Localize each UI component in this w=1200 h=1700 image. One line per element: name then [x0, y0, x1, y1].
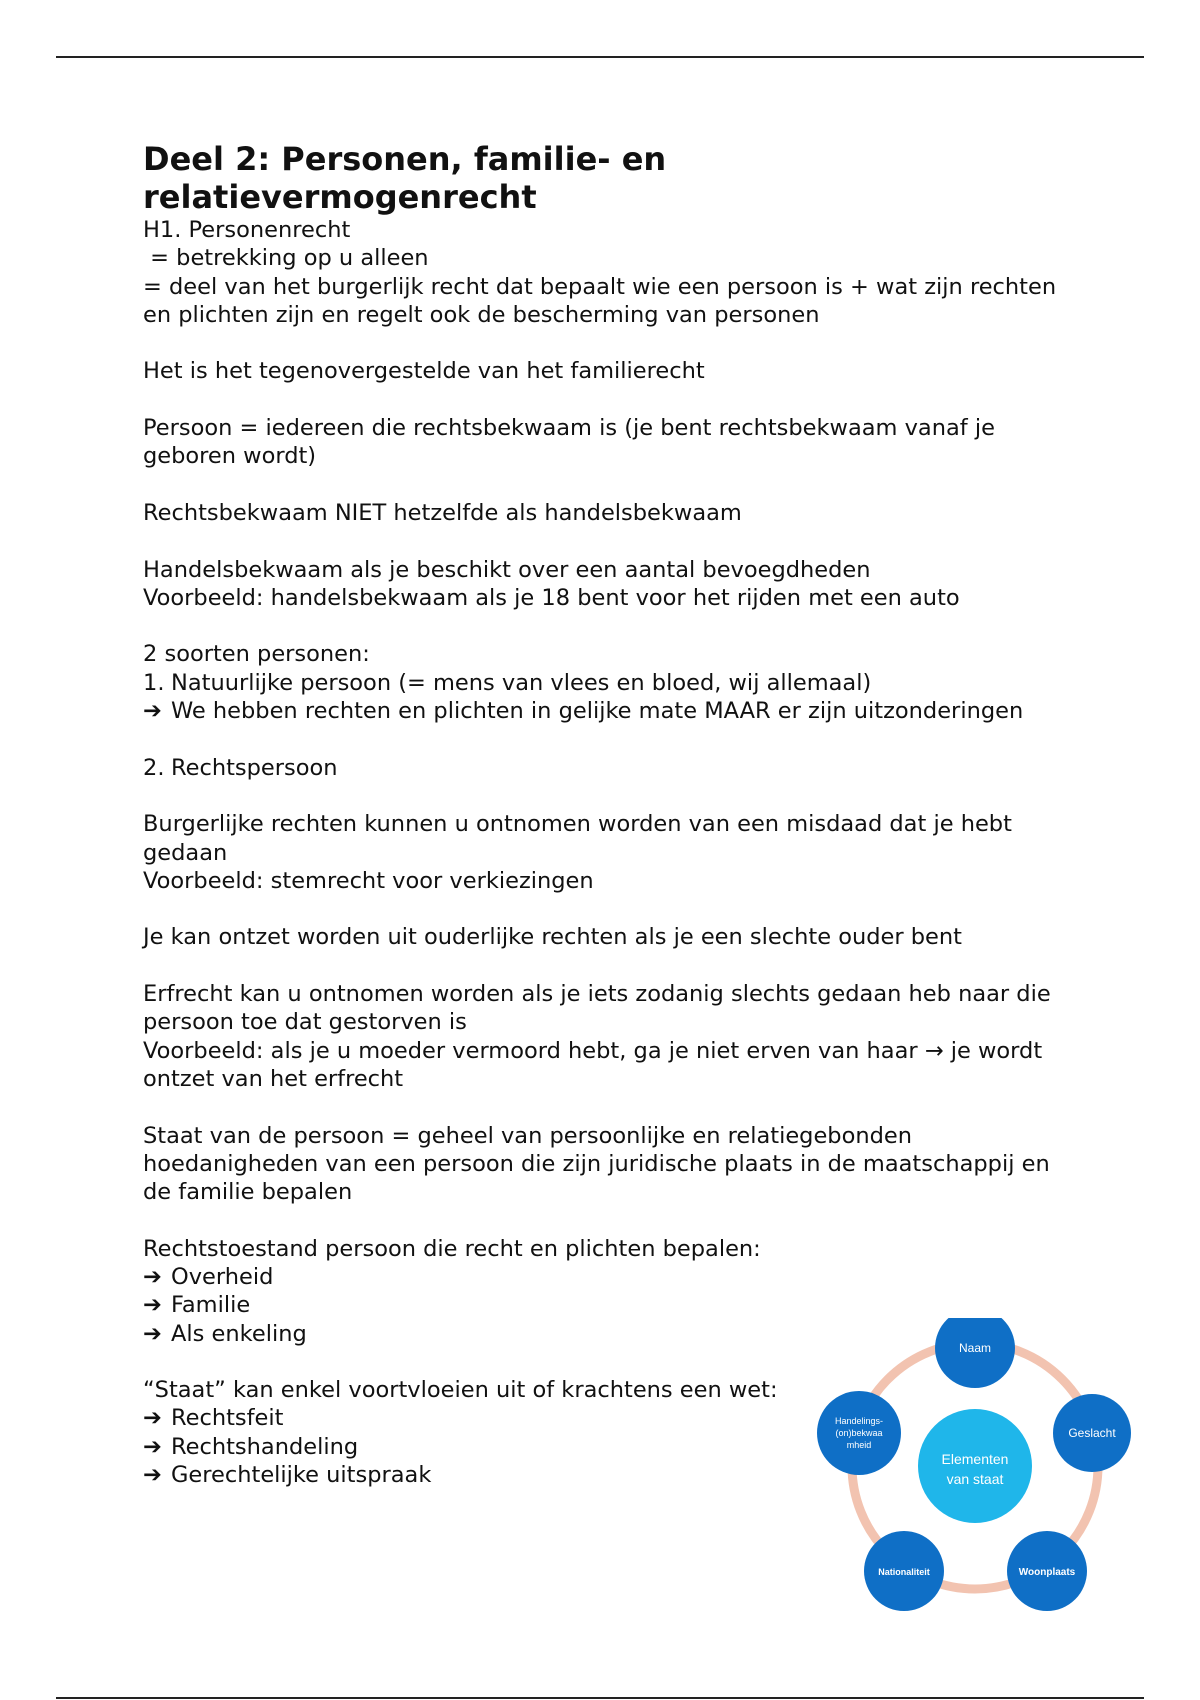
- node-label-3: mheid: [846, 1440, 872, 1450]
- paragraph-handels-2: Voorbeeld: handelsbekwaam als je 18 bent voor het rijden met een auto: [143, 584, 960, 611]
- paragraph-staat-kan: “Staat” kan enkel voortvloeien uit of krachtens een wet:: [143, 1377, 778, 1404]
- node-label: Woonplaats: [1018, 1567, 1076, 1578]
- center-label-1: Elementen: [941, 1451, 1009, 1467]
- bullet-text: Rechtsfeit: [171, 1405, 284, 1432]
- list-item: [143, 669, 1063, 697]
- paragraph-burger-1: Burgerlijke rechten kunnen u ontnomen worden van een misdaad dat je hebt gedaan: [143, 811, 1020, 866]
- node-label: Naam: [958, 1341, 992, 1355]
- title-line-1: Deel 2: Personen, familie- en: [143, 140, 667, 178]
- arrow-icon: ➔: [143, 698, 162, 725]
- node-woonplaats: [1007, 1531, 1087, 1611]
- arrow-icon: ➔: [143, 1433, 162, 1460]
- arrow-icon: ➔: [143, 1320, 162, 1347]
- paragraph-opposite: Het is het tegenovergestelde van het familierecht: [143, 358, 705, 385]
- center-node: [918, 1409, 1032, 1523]
- arrow-icon: ➔: [143, 1292, 162, 1319]
- bullet-text: Als enkeling: [171, 1320, 307, 1347]
- page-title: [143, 140, 1063, 216]
- paragraph-ontzet: Je kan ontzet worden uit ouderlijke rechten als je een slechte ouder bent: [143, 924, 962, 951]
- arrow-icon: ➔: [143, 1462, 162, 1489]
- center-label-2: van staat: [946, 1471, 1004, 1487]
- bullet-text: Overheid: [171, 1263, 274, 1290]
- list-text: Natuurlijke persoon (= mens van vlees en bloed, wij allemaal): [171, 669, 872, 696]
- list-item: [143, 697, 1063, 725]
- bullet-text: Familie: [171, 1292, 251, 1319]
- paragraph-handels-1: Handelsbekwaam als je beschikt over een aantal bevoegdheden: [143, 556, 871, 583]
- node-nationaliteit: [864, 1531, 944, 1611]
- arrow-icon: ➔: [143, 1263, 162, 1290]
- node-label-1: Handelings-: [834, 1416, 884, 1426]
- paragraph-erf-1: Erfrecht kan u ontnomen worden als je iets zodanig slechts gedaan heb naar die persoon toe dat gestorven is: [143, 981, 1058, 1036]
- document-body: [143, 140, 1063, 1489]
- bullet-item: [143, 1291, 1063, 1319]
- node-label: Geslacht: [1068, 1426, 1116, 1440]
- node-label-2: (on)bekwaa: [835, 1428, 883, 1438]
- list-number: 1.: [143, 669, 165, 696]
- paragraph-soorten: 2 soorten personen:: [143, 641, 370, 668]
- paragraph-staat: Staat van de persoon = geheel van persoonlijke en relatiegebonden hoedanigheden van een persoon die zijn juridische plaats in de maatschappij en de familie bepalen: [143, 1122, 1057, 1206]
- arrow-icon: ➔: [143, 1405, 162, 1432]
- paragraph-burger-2: Voorbeeld: stemrecht voor verkiezingen: [143, 867, 594, 894]
- elements-diagram: [805, 1318, 1150, 1618]
- list-text: Rechtspersoon: [171, 754, 338, 781]
- node-naam: [935, 1318, 1015, 1388]
- bullet-text: Rechtshandeling: [171, 1433, 359, 1460]
- bottom-rule: [56, 1697, 1144, 1699]
- top-rule: [56, 56, 1144, 58]
- paragraph-erf-2: Voorbeeld: als je u moeder vermoord hebt, ga je niet erven van haar → je wordt ontzet van het erfrecht: [143, 1037, 1050, 1092]
- section-heading: H1. Personenrecht: [143, 217, 351, 243]
- list-item: [143, 754, 1063, 782]
- node-label: Nationaliteit: [878, 1567, 930, 1577]
- paragraph-niet: Rechtsbekwaam NIET hetzelfde als handelsbekwaam: [143, 499, 742, 526]
- node-geslacht: [1053, 1394, 1131, 1472]
- paragraph-persoon: Persoon = iedereen die rechtsbekwaam is (je bent rechtsbekwaam vanaf je geboren wordt): [143, 415, 1003, 470]
- list-text: We hebben rechten en plichten in gelijke mate MAAR er zijn uitzonderingen: [171, 698, 1024, 725]
- bullet-item: [143, 1263, 1063, 1291]
- title-line-2: relatievermogenrecht: [143, 178, 537, 216]
- definition-line-2: = deel van het burgerlijk recht dat bepaalt wie een persoon is + wat zijn rechten en plichten zijn en regelt ook de bescherming van personen: [143, 273, 1064, 328]
- bullet-text: Gerechtelijke uitspraak: [171, 1462, 432, 1489]
- elements-diagram-svg: [805, 1318, 1150, 1618]
- paragraph-rechtstoestand: Rechtstoestand persoon die recht en plichten bepalen:: [143, 1235, 761, 1262]
- list-number: 2.: [143, 754, 165, 781]
- node-handelingsbekwaamheid: [817, 1391, 901, 1475]
- definition-line-1: = betrekking op u alleen: [143, 245, 429, 272]
